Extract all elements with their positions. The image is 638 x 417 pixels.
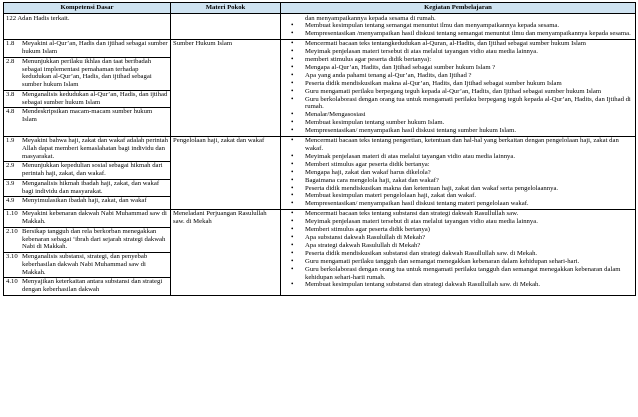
- table-header-row: [4, 3, 636, 14]
- kompetensi-dasar-cell: [4, 209, 171, 295]
- kompetensi-item: [4, 227, 170, 252]
- kompetensi-number: 1.8: [6, 40, 15, 48]
- activity-list: [283, 40, 633, 135]
- kompetensi-text: Meyakini bahwa haji, zakat dan wakaf adalah perintah Allah dapat memberi kemaslahatan bagi individu dan masyarakat.: [22, 137, 168, 160]
- activity-item: • Guru mengamati perilaku berpegang teguh kepada al-Qur’an, Hadits, dan Ijtihad sebagai sumber hukum Islam: [283, 88, 633, 96]
- kompetensi-item: [6, 210, 168, 226]
- kompetensi-text: Menganalisis hikmah ibadah haji, zakat, dan wakaf bagi individu dan masyarakat.: [22, 179, 160, 195]
- activity-item: • Peserta didik mendiskusikan makna dan ketentuan haji, zakat dan wakaf serta pengelolaannya.: [283, 185, 633, 193]
- kegiatan-pembelajaran-cell: [281, 209, 636, 295]
- table-row: [4, 14, 636, 40]
- kompetensi-number: 3.10: [6, 252, 18, 260]
- kompetensi-number: 2.8: [6, 57, 15, 65]
- kompetensi-item: [4, 179, 170, 196]
- kompetensi-text: Meyakini al-Qur’an, Hadis dan ijtihad sebagai sumber hukum Islam: [22, 40, 168, 56]
- kompetensi-text: Menganalisis kedudukan al-Qur’an, Hadis, dan ijtihad sebagai sumber hukum Islam: [22, 90, 168, 106]
- kompetensi-dasar-cell: [4, 14, 171, 40]
- materi-pokok-cell: Meneladani Perjuangan Rasulullah saw. di Mekah: [171, 209, 281, 295]
- activity-list: [283, 210, 633, 289]
- activity-item: • Meyimak penjelasan materi tersebut di atas melalui tayangan vidio atau media lainnya.: [283, 218, 633, 226]
- activity-item: • Bagaimana cara mengelola haji, zakat dan wakaf?: [283, 177, 633, 185]
- activity-item: • memberi stimulus agar peserta didik bertanya):: [283, 56, 633, 64]
- kompetensi-number: 3.8: [6, 90, 15, 98]
- materi-pokok-cell: [171, 14, 281, 40]
- kompetensi-item: [6, 40, 168, 56]
- kompetensi-dasar-cell: [4, 136, 171, 209]
- activity-item: • Mempresentasikan/ menyampaikan hasil diskusi tentang materi pengelolaan wakaf.: [283, 200, 633, 208]
- activity-item: • Membuat kesimpulan tentang sumber hukum Islam.: [283, 119, 633, 127]
- materi-pokok-cell: Pengelolaan haji, zakat dan wakaf: [171, 136, 281, 209]
- kompetensi-number: 3.9: [6, 179, 15, 187]
- table-row: [4, 136, 636, 209]
- activity-item: • Guru berkolaborasi dengan orang tua untuk mengamati perilaku berpegang teguh kepada al-Qur’an, Hadits, dan Ijtihad di rumah.: [283, 96, 633, 112]
- activity-item: • Guru mengamati perilaku tangguh dan semangat menegakkan kebenaran dalam kehidupan sehari-hari.: [283, 258, 633, 266]
- kompetensi-text: Menyajikan keterkaitan antara substansi dan strategi dengan keberhasilan dakwah: [22, 278, 163, 294]
- header-materi-pokok: Materi Pokok: [171, 3, 281, 14]
- kegiatan-pembelajaran-cell: [281, 39, 636, 136]
- kegiatan-pembelajaran-cell: [281, 136, 636, 209]
- activity-item: dan menyampaikannya kepada sesama di rumah.: [305, 14, 436, 22]
- kompetensi-number: 2.10: [6, 227, 18, 235]
- kompetensi-text: Menganalisis substansi, strategi, dan penyebab keberhasilan dakwah Nabi Muhammad saw di Makkah.: [22, 252, 148, 276]
- header-kegiatan-pembelajaran: Kegiatan Pembelajaran: [281, 3, 636, 14]
- kompetensi-item: [4, 252, 170, 277]
- kompetensi-text: Bersikap tangguh dan rela berkorban menegakkan kebenaran sebagai ‘ibrah dari sejarah strategi dakwah Nabi di Makkah.: [22, 227, 166, 251]
- kompetensi-number: 1.9: [6, 137, 15, 145]
- activity-item: • Mencermati bacaan teks tentangkedudukan al-Quran, al-Hadits, dan Ijtihad sebagai sumber hukum Islam: [283, 40, 633, 48]
- curriculum-table: [3, 2, 636, 296]
- kompetensi-number: 4.10: [6, 278, 18, 286]
- kompetensi-item: [4, 196, 170, 205]
- kegiatan-pembelajaran-cell: [281, 14, 636, 40]
- kompetensi-number: 1.10: [6, 210, 18, 218]
- table-row: [4, 209, 636, 295]
- activity-item: • Meyimak penjelasan materi di atas melalui tayangan vidio atau media lainnya.: [283, 153, 633, 161]
- kompetensi-item: [4, 161, 170, 178]
- kompetensi-item: [4, 107, 170, 124]
- activity-item: • Menalar/Mengasosiasi: [283, 111, 633, 119]
- materi-pokok-cell: Sumber Hukum Islam: [171, 39, 281, 136]
- kompetensi-number: 4.9: [6, 197, 15, 205]
- activity-item: • Peserta didik mendiskusikan makna al-Qur’an, Hadits, dan Ijtihad sebagai sumber hukum Islam: [283, 80, 633, 88]
- header-kompetensi-dasar: Kompetensi Dasar: [4, 3, 171, 14]
- kompetensi-text: 122 Adan Hadis terkait.: [6, 14, 70, 22]
- activity-item: • Apa substansi dakwah Rasulullah di Mekah?: [283, 234, 633, 242]
- activity-item: • Meyimak penjelasan materi tersebut di atas melalui tayangan vidio atau media lainnya.: [283, 48, 633, 56]
- kompetensi-item: [6, 15, 168, 23]
- kompetensi-text: Meyakini kebenaran dakwah Nabi Muhammad saw di Makkah.: [22, 210, 167, 226]
- kompetensi-text: Menyimulasikan ibadah haji, zakat, dan wakaf: [22, 197, 147, 205]
- activity-item: • Mempresentasikan/ menyampaikan hasil diskusi tentang sumber hukum Islam.: [283, 127, 633, 135]
- activity-item: • Membuat kesimpulan tentang substansi dan strategi dakwah Rasullullah saw. di Mekah.: [283, 281, 633, 289]
- table-body: [4, 14, 636, 296]
- kompetensi-text: Menunjukkan perilaku ikhlas dan taat beribadah sebagai implementasi pemahaman terhadap kedudukan al-Qur’an, Hadis, dan ijtihad sebagai sumber hukum Islam: [22, 57, 152, 89]
- activity-list: [283, 137, 633, 208]
- activity-item: • Mencermati bacaan teks tentang substansi dan strategi dakwah Rasullullah saw.: [283, 210, 633, 218]
- kompetensi-number: 4.8: [6, 108, 15, 116]
- kompetensi-item: [4, 277, 170, 294]
- activity-item: • Mempresentasikan /menyampaikan hasil diskusi tentang semangat menuntut ilmu dan menyampaikannya kepada sesama.: [283, 30, 633, 38]
- activity-item: • Mencermati bacaan teks tentang pengertian, ketentuan dan hal-hal yang berkaitan dengan pengelolaan haji, zakat dan wakaf.: [283, 137, 633, 153]
- activity-item: • Apa yang anda pahami tenang al-Qur’an, Hadits, dan Ijtihad ?: [283, 72, 633, 80]
- kompetensi-item: [4, 57, 170, 90]
- activity-item: • Memberi stimulus agar peserta didik bertanya:: [283, 161, 633, 169]
- activity-item: • Membuat kesimpulan tentang semangat menuntut ilmu dan menyampaikannya kepada sesama.: [283, 22, 633, 30]
- kompetensi-item: [6, 137, 168, 161]
- kompetensi-number: 2.9: [6, 162, 15, 170]
- table-row: [4, 39, 636, 136]
- activity-item: • Mengapa haji, zakat dan wakaf harus dikelola?: [283, 169, 633, 177]
- kompetensi-text: Mendeskripsikan macam-macam sumber hukum Islam: [22, 108, 153, 124]
- activity-item: • Peserta didik mendiskusikan substansi dan strategi dakwah Rasullullah saw. di Mekah.: [283, 250, 633, 258]
- kompetensi-text: Menunjukkan kepedulian sosial sebagai hikmah dari perintah haji, zakat, dan wakaf.: [22, 162, 163, 178]
- activity-item: • Mengapa al-Qur’an, Hadits, dan Ijtihad sebagai sumber hukum Islam ?: [283, 64, 633, 72]
- activity-item: • Apa strategi dakwah Rasulullah di Mekah?: [283, 242, 633, 250]
- activity-item: • Guru berkolaborasi dengan orang tua untuk mengamati perilaku tangguh dan semangat menegakkan kebenaran dalam kehidupan sehari-harii rumah.: [283, 266, 633, 282]
- activity-list: [283, 15, 633, 39]
- activity-item: • Memberi stimulus agar peserta didik bertanya): [283, 226, 633, 234]
- activity-item: • Membuat kesimpulan materi pengelolaan haji, zakat dan wakaf.: [283, 192, 633, 200]
- kompetensi-item: [4, 90, 170, 107]
- kompetensi-dasar-cell: [4, 39, 171, 136]
